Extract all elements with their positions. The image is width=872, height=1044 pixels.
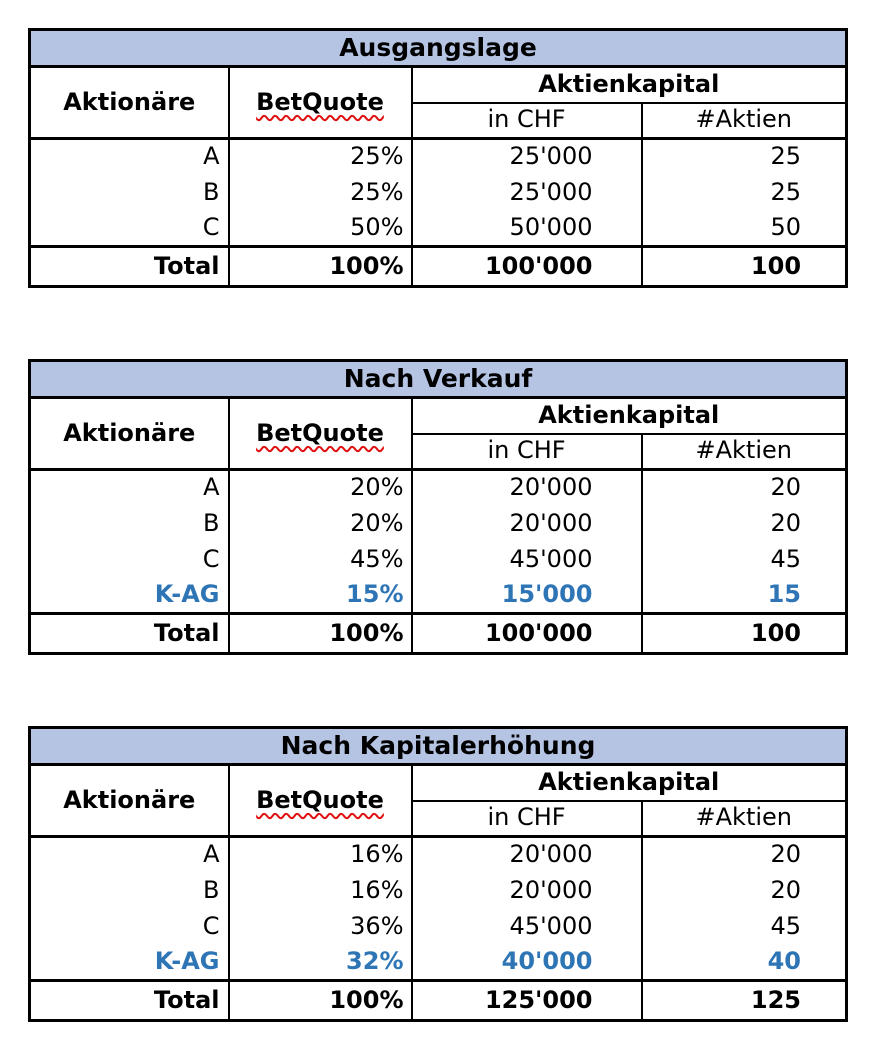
shareholder-cell: B <box>30 873 229 909</box>
table-row <box>30 506 847 542</box>
shares-header: #Aktien <box>642 434 847 470</box>
shares-cell: 20 <box>642 506 847 542</box>
chf-cell: 45'000 <box>412 542 642 578</box>
table-row <box>30 470 847 506</box>
table-row <box>30 873 847 909</box>
misspelled-word: BetQuote <box>256 418 384 447</box>
total-row <box>30 247 847 287</box>
chf-header: in CHF <box>412 434 642 470</box>
total-chf: 100'000 <box>412 614 642 654</box>
header-row-1 <box>30 765 847 801</box>
shareholder-cell: A <box>30 470 229 506</box>
shareholder-cell: A <box>30 837 229 873</box>
total-row <box>30 614 847 654</box>
shareholder-cell: A <box>30 139 229 175</box>
chf-cell: 40'000 <box>412 945 642 981</box>
chf-cell: 45'000 <box>412 909 642 945</box>
quote-header <box>229 398 412 470</box>
table-row <box>30 837 847 873</box>
quote-cell: 16% <box>229 873 412 909</box>
total-row <box>30 981 847 1021</box>
shareholders-header: Aktionäre <box>30 67 229 139</box>
table-title: Ausgangslage <box>30 30 847 67</box>
shares-cell: 20 <box>642 470 847 506</box>
shareholder-cell: B <box>30 506 229 542</box>
chf-cell: 15'000 <box>412 578 642 614</box>
shares-cell: 45 <box>642 542 847 578</box>
shares-cell: 40 <box>642 945 847 981</box>
chf-cell: 20'000 <box>412 506 642 542</box>
table-nach-kapitalerhoehung <box>28 726 848 1022</box>
total-quote: 100% <box>229 247 412 287</box>
total-label: Total <box>30 981 229 1021</box>
quote-cell: 36% <box>229 909 412 945</box>
capital-header: Aktienkapital <box>412 67 847 103</box>
chf-cell: 25'000 <box>412 175 642 211</box>
quote-header <box>229 765 412 837</box>
chf-cell: 20'000 <box>412 470 642 506</box>
shares-cell: 25 <box>642 139 847 175</box>
table-title: Nach Kapitalerhöhung <box>30 728 847 765</box>
table-row <box>30 542 847 578</box>
shares-cell: 25 <box>642 175 847 211</box>
shareholder-cell: K-AG <box>30 578 229 614</box>
shares-cell: 20 <box>642 873 847 909</box>
shares-cell: 20 <box>642 837 847 873</box>
total-quote: 100% <box>229 981 412 1021</box>
total-chf: 125'000 <box>412 981 642 1021</box>
chf-header: in CHF <box>412 801 642 837</box>
quote-cell: 25% <box>229 139 412 175</box>
table-title-row <box>30 728 847 765</box>
total-quote: 100% <box>229 614 412 654</box>
capital-header: Aktienkapital <box>412 398 847 434</box>
table-row <box>30 909 847 945</box>
table-title-row <box>30 361 847 398</box>
table-row <box>30 175 847 211</box>
table-row-kag <box>30 945 847 981</box>
quote-cell: 20% <box>229 506 412 542</box>
table-ausgangslage <box>28 28 848 288</box>
shareholder-cell: C <box>30 542 229 578</box>
quote-header <box>229 67 412 139</box>
shareholders-header: Aktionäre <box>30 765 229 837</box>
chf-cell: 20'000 <box>412 837 642 873</box>
shareholders-header: Aktionäre <box>30 398 229 470</box>
chf-cell: 50'000 <box>412 211 642 247</box>
total-shares: 125 <box>642 981 847 1021</box>
shares-cell: 50 <box>642 211 847 247</box>
quote-cell: 25% <box>229 175 412 211</box>
total-chf: 100'000 <box>412 247 642 287</box>
table-row <box>30 139 847 175</box>
total-shares: 100 <box>642 614 847 654</box>
table-row <box>30 211 847 247</box>
table-nach-verkauf <box>28 359 848 655</box>
capital-header: Aktienkapital <box>412 765 847 801</box>
chf-header: in CHF <box>412 103 642 139</box>
quote-cell: 45% <box>229 542 412 578</box>
total-label: Total <box>30 614 229 654</box>
table-title: Nach Verkauf <box>30 361 847 398</box>
quote-cell: 16% <box>229 837 412 873</box>
shareholder-cell: C <box>30 909 229 945</box>
shares-cell: 15 <box>642 578 847 614</box>
header-row-1 <box>30 398 847 434</box>
total-label: Total <box>30 247 229 287</box>
quote-cell: 15% <box>229 578 412 614</box>
shareholder-cell: B <box>30 175 229 211</box>
shares-header: #Aktien <box>642 801 847 837</box>
quote-cell: 50% <box>229 211 412 247</box>
chf-cell: 25'000 <box>412 139 642 175</box>
header-row-1 <box>30 67 847 103</box>
total-shares: 100 <box>642 247 847 287</box>
misspelled-word: BetQuote <box>256 785 384 814</box>
chf-cell: 20'000 <box>412 873 642 909</box>
quote-cell: 20% <box>229 470 412 506</box>
misspelled-word: BetQuote <box>256 87 384 116</box>
table-title-row <box>30 30 847 67</box>
shares-header: #Aktien <box>642 103 847 139</box>
table-row-kag <box>30 578 847 614</box>
shareholder-cell: K-AG <box>30 945 229 981</box>
quote-cell: 32% <box>229 945 412 981</box>
shares-cell: 45 <box>642 909 847 945</box>
shareholder-cell: C <box>30 211 229 247</box>
